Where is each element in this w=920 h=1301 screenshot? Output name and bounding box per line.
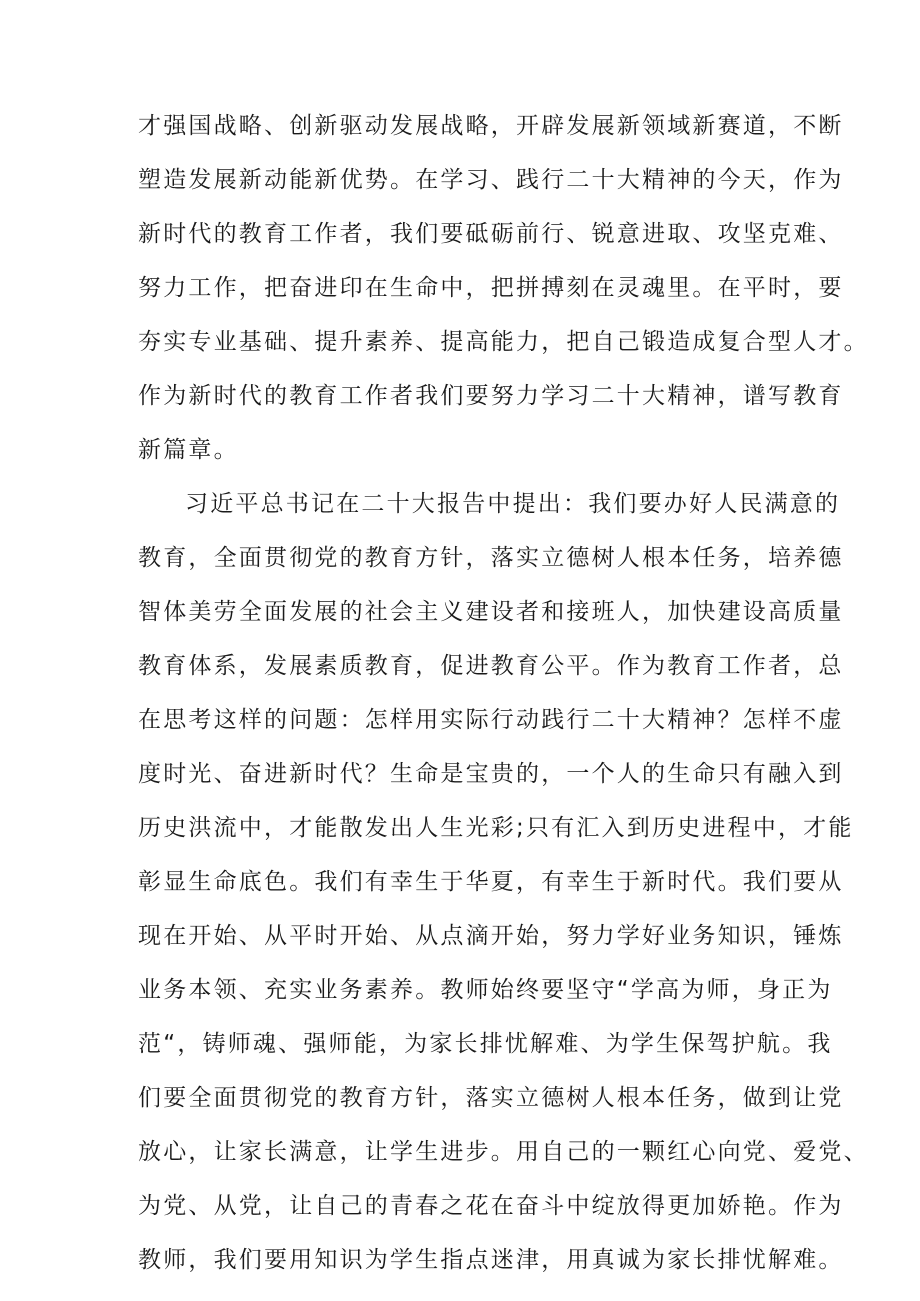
text-line: 现在开始、从平时开始、从点滴开始，努力学好业务知识，锤炼 (138, 923, 844, 949)
text-line: 教育体系，发展素质教育，促进教育公平。作为教育工作者，总 (138, 653, 844, 679)
text-line: 历史洪流中，才能散发出人生光彩;只有汇入到历史进程中，才能 (138, 815, 854, 841)
text-line: 为党、从党，让自己的青春之花在奋斗中绽放得更加娇艳。作为 (138, 1193, 844, 1219)
text-line: 们要全面贯彻党的教育方针，落实立德树人根本任务，做到让党 (138, 1085, 844, 1111)
text-line: 才强国战略、创新驱动发展战略，开辟发展新领域新赛道，不断 (138, 113, 844, 139)
text-line: 新时代的教育工作者，我们要砥砺前行、锐意进取、攻坚克难、 (138, 221, 844, 247)
text-line: 夯实专业基础、提升素养、提高能力，把自己锻造成复合型人才。 (138, 329, 869, 355)
text-line: 塑造发展新动能新优势。在学习、践行二十大精神的今天，作为 (138, 167, 844, 193)
text-line: 努力工作，把奋进印在生命中，把拼搏刻在灵魂里。在平时，要 (138, 275, 844, 301)
text-line: 业务本领、充实业务素养。教师始终要坚守“学高为师，身正为 (138, 977, 833, 1003)
text-line: 在思考这样的问题：怎样用实际行动践行二十大精神？怎样不虚 (138, 707, 844, 733)
text-line: 放心，让家长满意，让学生进步。用自己的一颗红心向党、爱党、 (138, 1139, 869, 1165)
text-line: 范“，铸师魂、强师能，为家长排忧解难、为学生保驾护航。我 (138, 1031, 833, 1057)
text-line: 新篇章。 (138, 437, 239, 463)
text-line: 彰显生命底色。我们有幸生于华夏，有幸生于新时代。我们要从 (138, 869, 844, 895)
text-line: 教育，全面贯彻党的教育方针，落实立德树人根本任务，培养德 (138, 545, 844, 571)
text-line: 作为新时代的教育工作者我们要努力学习二十大精神，谱写教育 (138, 383, 844, 409)
text-line-first: 习近平总书记在二十大报告中提出：我们要办好人民满意的 (185, 491, 841, 517)
text-line: 智体美劳全面发展的社会主义建设者和接班人，加快建设高质量 (138, 599, 844, 625)
text-line: 教师，我们要用知识为学生指点迷津，用真诚为家长排忧解难。 (138, 1247, 844, 1273)
text-line: 度时光、奋进新时代？生命是宝贵的，一个人的生命只有融入到 (138, 761, 844, 787)
